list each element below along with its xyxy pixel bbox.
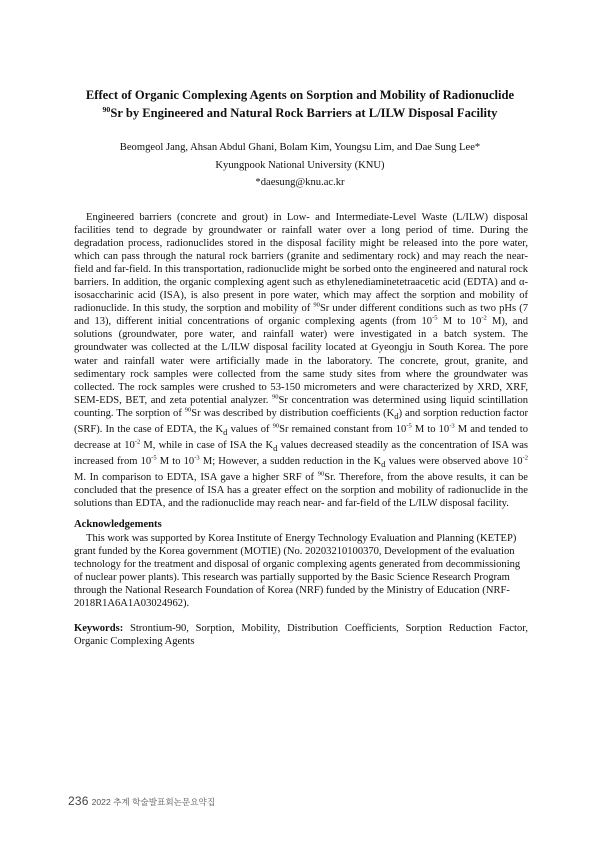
abstract-segment: values decreased steadily as the concentration of ISA was increased from 10 <box>74 440 529 468</box>
corresponding-email: *daesung@knu.ac.kr <box>255 177 345 188</box>
superscript: 90 <box>317 470 325 478</box>
abstract-segment: Engineered barriers (concrete and grout) in Low- and Intermediate-Level Waste (L/ILW) disposal facilities tend to degrade by groundwater or rainfall water over a long period of time. During the degradation process, radionuclides stored in the disposal facility might be released into the pore water, which can pass through the natural rock barriers (granite and sedimentary rock) and may reach the near-field and far-field. In this transportation, radionuclide might be sorbed onto the engineered and natural rock barriers. In addition, the organic complexing agent such as ethylenediaminetetraacetic acid (EDTA) and α-isosaccharinic acid (ISA), is also present in pore water, which may affect the sorption and mobility of radionuclide. In this study, the sorption and mobility of <box>74 212 528 315</box>
subscript: d <box>381 459 386 470</box>
abstract-segment: Sr under different conditions such as two pHs (7 and 13), different initial concentrations of organic complexing agents (from 10 <box>74 303 528 328</box>
keywords-list: Strontium-90, Sorption, Mobility, Distribution Coefficients, Sorption Reduction Factor, Organic Complexing Agents <box>74 623 528 648</box>
superscript: -5 <box>151 454 157 462</box>
abstract-segment: ) and sorption reduction factor (SRF). In the case of EDTA, the K <box>74 407 529 435</box>
title-superscript: 90 <box>102 104 111 114</box>
proceedings-name: 2022 추계 학술발표회논문요약집 <box>91 797 216 807</box>
abstract-segment: M to 10 <box>156 456 195 468</box>
superscript: -2 <box>481 314 487 322</box>
superscript: 90 <box>272 422 280 430</box>
abstract-segment: Sr. Therefore, from the above results, it can be concluded that the presence of ISA has a greater effect on the sorption and mobility of radionuclide in the solutions than EDTA, and the radionuclide may reach near- and far-field of the L/ILW disposal facility. <box>74 472 528 510</box>
abstract-segment: Sr was described by distribution coefficients (K <box>191 407 395 419</box>
page-footer <box>68 792 215 810</box>
title-line-1: Effect of Organic Complexing Agents on Sorption and Mobility of Radionuclide <box>85 88 515 102</box>
abstract-segment: M to 10 <box>437 316 482 328</box>
abstract-segment: M; However, a sudden reduction in the K <box>199 456 382 468</box>
abstract-segment: Sr remained constant from 10 <box>279 423 407 435</box>
keywords-paragraph <box>74 622 528 648</box>
superscript: 90 <box>272 393 279 401</box>
abstract-segment: M), and solutions (groundwater, pore water, and rainfall water) were investigated in a batch system. The groundwater was collected at the L/ILW disposal facility located at Gyeongju in South Korea. The pore water and rainfall water were artificially made in the laboratory. The concrete, grout, granite, and sedimentary rock samples were collected from the same study sites from where the groundwater was collected. The rock samples were crushed to 53-150 micrometers and were characterized by XRD, XRF, SEM-EDS, BET, and zeta potential analyzer. <box>74 316 529 406</box>
affiliation: Kyungpook National University (KNU) <box>215 160 385 171</box>
abstract-text <box>74 211 528 510</box>
superscript: -2 <box>522 454 528 462</box>
acknowledgements-text: This work was supported by Korea Institute of Energy Technology Evaluation and Planning (KETEP) grant funded by the Korea government (MOTIE) (No. 20203210100370, Development of the evaluation technology for the treatment and disposal of organic complexing agents generated from decommissioning of nuclear power plants). This research was partially supported by the Basic Science Research Program through the National Research Foundation of Korea (NRF) funded by the Ministry of Education (NRF-2018R1A6A1A03024962). <box>74 533 521 610</box>
superscript: -2 <box>134 438 141 446</box>
subscript: d <box>394 410 399 421</box>
subscript: d <box>223 426 228 437</box>
acknowledgements-heading: Acknowledgements <box>74 519 162 530</box>
abstract-segment: values were observed above 10 <box>385 456 523 468</box>
superscript: -3 <box>449 422 455 430</box>
abstract-segment: M, while in case of ISA the K <box>140 440 274 452</box>
keywords-label: Keywords: <box>74 623 124 634</box>
abstract-segment: Sr concentration was determined using liquid scintillation counting. The sorption of <box>74 394 528 419</box>
abstract-segment: M and tended to decrease at 10 <box>74 423 528 452</box>
abstract-segment: M. In comparison to EDTA, ISA gave a higher SRF of <box>74 472 318 484</box>
author-list: Beomgeol Jang, Ahsan Abdul Ghani, Bolam Kim, Youngsu Lim, and Dae Sung Lee* <box>119 142 481 153</box>
page-number: 236 <box>68 794 89 808</box>
paper-title <box>40 86 560 122</box>
subscript: d <box>273 443 278 454</box>
abstract-segment: M to 10 <box>411 423 450 435</box>
superscript: -5 <box>406 422 412 430</box>
superscript: 90 <box>313 301 320 309</box>
superscript: -3 <box>194 454 200 462</box>
superscript: -5 <box>432 314 438 322</box>
title-line-2: Sr by Engineered and Natural Rock Barriers at L/ILW Disposal Facility <box>110 106 498 120</box>
superscript: 90 <box>184 406 192 414</box>
abstract-segment: values of <box>227 423 273 435</box>
